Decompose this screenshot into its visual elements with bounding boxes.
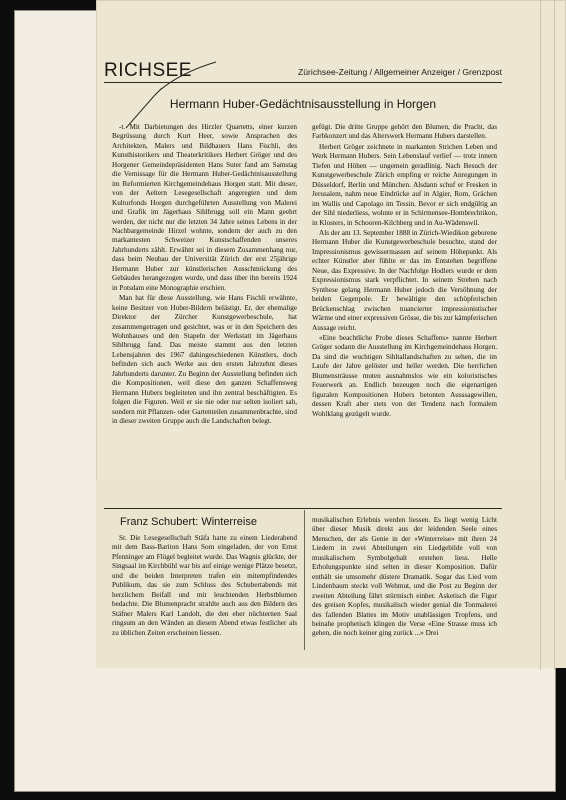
masthead-subtitle: Zürichsee-Zeitung / Allgemeiner Anzeiger / Grenzpost (298, 67, 502, 77)
article2-column-left (112, 534, 297, 638)
column-divider (304, 510, 305, 650)
article-headline: Hermann Huber-Gedächtnisausstellung in Horgen (169, 97, 437, 111)
pen-marking (122, 58, 218, 130)
article-column-right (312, 123, 497, 419)
paragraph: «Eine beachtliche Probe dieses Schaffens» nannte Herbert Gröger sodann die Ausstellung im Kirchgemeindehaus Horgen. Da sind die wuchtigen Sihltallandschaften zu sehen, die im Laufe der Jahre gelöster und heller werden. Die herrlichen Blumensträusse muten ausnahmslos wie ein koloristisches Feuerwerk an. Endlich bezeugen noch die eigenartigen figuralen Kompositionen Hubers betonten Ausssagewillen, dessen Kraft aber stets von der Tendenz nach formalem Wohlklang gezügelt wurde. (312, 333, 497, 418)
article2-column-right (312, 516, 497, 639)
paragraph: gefügt. Die dritte Gruppe gehört den Blumen, die Pracht, das Farbkonzert und das Alterswerk Hermann Hubers darstellen. (312, 123, 497, 141)
section-divider (104, 508, 502, 509)
paragraph: Als der am 13. September 1888 in Zürich-Wiedikon geborene Hermann Huber die Kunstgewerbeschule besuchte, stand der Impressionismus gewissermassen auf seinem Höhepunkt. Als echter Künstler aber fühlte er das im Entstehen begriffene Neue, das Expressive. In der Nachfolge Hodlers wurde er dem Expressionismus stark verpflichtet. In seinem Streben nach Synthese gelang Hermann Huber jedoch die Versöhnung der beiden Gegenpole. Er bewältigte den schöpferischen Brückenschlag zwischen nuancierter impressionistischer Wärme und einer expressiven Grösse, die bis zur kämpferischen Aussage reicht. (312, 228, 498, 332)
paragraph: musikalischen Erlebnis werden liessen. Es liegt wenig Licht über dieser Musik direkt aus der leidenden Seele eines Menschen, der als Genie in der «Winterreise» mit ihren 24 Liedern in zwei Abteilungen ein Liedgebilde voll von musikalischem Symbolgehalt erstehen liess. Helle Erholungspunkte sind selten in dieser Komposition. Dafür enthält sie umsomehr düstere Dramatik. Sogar das Lied vom Lindenbaum steckt voll Wehmut, und die Post zu Beginn der zweiten Abteilung fährt stürmisch einher. Asketisch die Figur des greisen Kopfes, musikalisch wieder genial die Tonmalerei des fallenden Blattes im Motiv unablässigen Tropfens, und beinahe prophetisch klingen die Verse «Eine Strasse muss ich gehen, die noch keiner ging zurück ...» Drei (312, 516, 497, 638)
paper-edge (540, 0, 541, 670)
article-headline-2: Franz Schubert: Winterreise (120, 516, 257, 528)
paper-edge (554, 0, 555, 670)
paragraph: Man hat für diese Ausstellung, wie Hans Fischli erwähnte, keine Besitzer von Huber-Bildern belästigt. Er, der ehemalige Direktor der Zürcher Kunstgewerbeschule, hat zusammengetragen und gesichtet, was er in den Speichern des Wohnhauses und den Stapeln der Werkstatt im Jägerhaus Sihlbrugg fand. Das meiste stammt aus den letzten Lebensjahren des 1967 dahingeschiedenen Künstlers, doch befinden sich auch Werke aus den ersten Jahrzehnt dieses Jahrhunderts darunter. Zu Beginn der Ausstellung befinden sich die Kompositionen, weil diese den ganzen Schaffensweg Hermann Hubers begleiteten und ihn zentral beschäftigten. Es folgen die Figuren. Weil er sie nie oder nur selten isoliert sah, sondern mit Pflanzen- oder Gartenteilen zusammenbrachte, sind in dieser zweiten Gruppe auch die Landschaften belegt. (112, 294, 297, 426)
paragraph: -t. Mit Darbietungen des Hirzler Quartetts, einer kurzen Begrüssung durch Kurt Heer, sowie Ansprachen des Architekten, Malers und Bildhauers Hans Fischli, des Kunsthistorikers und Theaterkritikers Herbert Gröger und des Horgener Gemeindepräsidenten Hans Suter fand am Samstag die Vernissage für die Hermann Huber-Gedächtnisausstellung im Reformierten Kirchgemeindehaus Horgen statt. Mit dieser, von der Aeltern Lesegesellschaft angeregten und dem Kulturfonds Horgen durchgeführten Ausstellung von Malerei und Grafik im Jägerhaus Sihlbrugg soll ein Mann geehrt werden, der nicht nur die letzten 34 Jahre seines Lebens in der Nachbargemeinde Hirzel wohnte, sondern der auch zu den markantesten Schweizer Kunstschaffenden unseres Jahrhunderts zählt. Erwähnt sei in diesem Zusammenhang nur, dass beim Neubau der Universität Zürich der erst 25jährige Hermann Huber zur künstlerischen Ausschmückung des Gebäudes herangezogen wurde, und dass über ihn bereits 1924 in Potsdam eine Monographie erschien. (112, 123, 297, 292)
article-column-left (112, 123, 297, 427)
masthead-name: RICHSEE (104, 60, 192, 81)
paragraph: Herbert Gröger zeichnete in markanten Strichen Leben und Werk Hermann Hubers. Sein Lebenslauf verlief — trotz innern Tiefen und Höhen — ungemein geradlinig. Nach Besuch der Kunstgewerbeschule Zürich empfing er reiche Anregungen in Düsseldorf, Berlin und München. Alsdann schuf er Fresken in Jerusalem, nahm neue Eindrücke auf in Algier, Rom, Grächen im Wallis und Capolago im Tessin. Bevor er sich endgültig an der Sihl niederliess, wohnte er in Schirmensee-Hombrechtikon, in Klosters, in Schooren-Kilchberg und in Au-Wädenswil. (312, 142, 497, 227)
paragraph: Sr. Die Lesegesellschaft Stäfa hatte zu einem Liederabend mit dem Bass-Bariton Hans Som eingeladen, der von Ernst Pfenninger am Flügel begleitet wurde. Das Wagnis glückte, der Singsaal im Kirchbühl war bis auf einige wenige Plätze besetzt, und die beiden Interpreten trafen ein mitempfindendes Publikum, das sie zum Schluss des Schubertabends mit herzlichem Beifall und mit leuchtenden Herbstblumen bedachte. Die Blumenpracht strahlte auch aus den Bildern des Stäfner Malers Karl Landolt, die den eher nüchternen Saal ringsum an den Wänden an diesem Abend etwas festlicher als zu üblichen Zeiten erscheinen liessen. (112, 534, 297, 637)
